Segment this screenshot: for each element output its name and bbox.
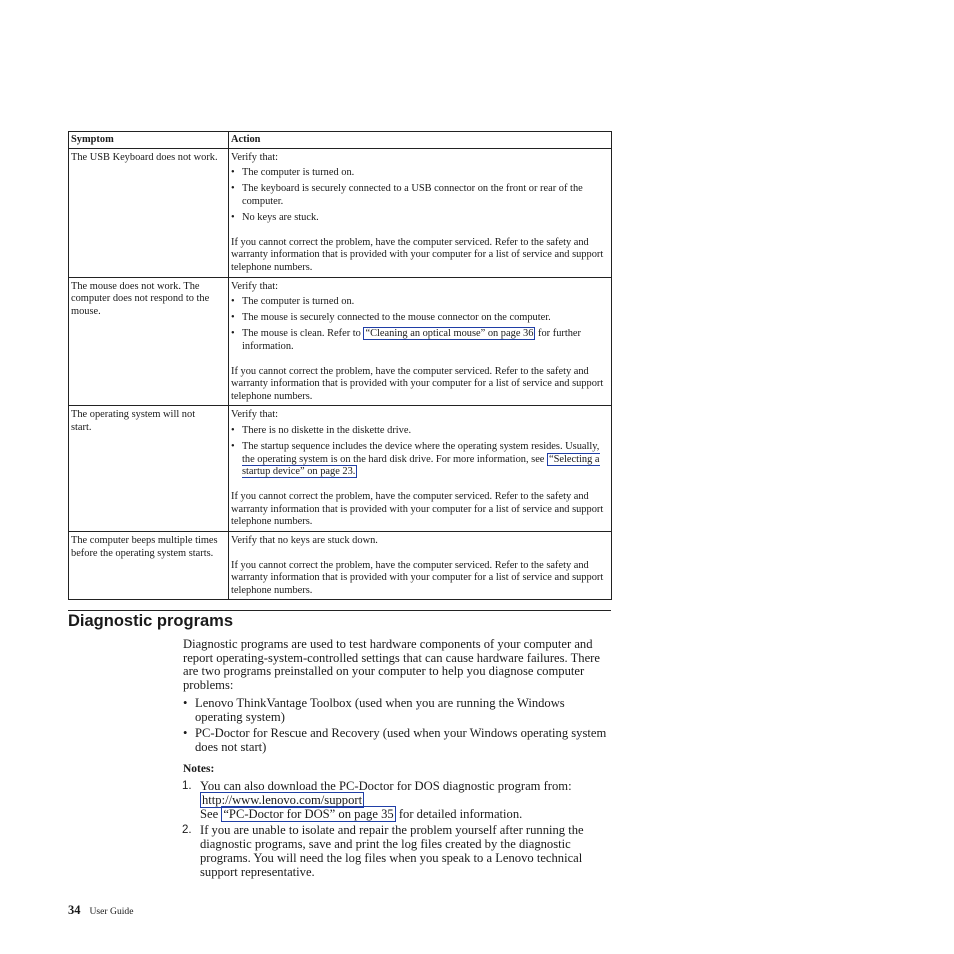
check-item: • The mouse is clean. Refer to “Cleaning an optical mouse” on page 36 for further information. <box>231 328 609 353</box>
check-item: • The mouse is securely connected to the mouse connector on the computer. <box>231 312 609 325</box>
table-row <box>69 148 612 277</box>
action-column-header: Action <box>229 132 612 149</box>
check-list <box>231 425 609 479</box>
verify-text: Verify that: <box>231 280 279 292</box>
page-footer <box>68 901 133 919</box>
service-text: If you cannot correct the problem, have the computer serviced. Refer to the safety and warranty information that is provided with your computer for a list of service and support telephone numbers. <box>231 559 604 596</box>
symptom-column-header: Symptom <box>69 132 229 149</box>
note-number: 1. <box>182 780 192 793</box>
verify-text: Verify that: <box>231 151 279 163</box>
cleaning-mouse-link[interactable]: “Cleaning an optical mouse” on page 36 <box>365 328 534 340</box>
service-text: If you cannot correct the problem, have the computer serviced. Refer to the safety and warranty information that is provided with your computer for a list of service and support telephone numbers. <box>231 236 604 273</box>
check-item: • The startup sequence includes the device where the operating system resides. Usually, the operating system is on the hard disk drive. For more information, see “Selecting a startup device” on page 23. <box>231 441 609 479</box>
check-item: • There is no diskette in the diskette drive. <box>231 425 609 438</box>
page-number: 34 <box>68 903 81 917</box>
verify-text: Verify that: <box>231 409 279 421</box>
note-text: You can also download the PC-Doctor for DOS diagnostic program from: <box>200 779 572 794</box>
verify-text: Verify that no keys are stuck down. <box>231 534 378 546</box>
action-cell <box>229 406 612 532</box>
table-row <box>69 531 612 599</box>
action-cell <box>229 277 612 406</box>
program-list <box>183 697 611 755</box>
note-number: 2. <box>182 824 192 837</box>
table-row <box>69 406 612 532</box>
table-row <box>69 277 612 406</box>
note-text: If you are unable to isolate and repair the problem yourself after running the diagnostic programs, save and print the log files created by the diagnostic programs. You will need the log files when you speak to a Lenovo technical support representative. <box>200 823 584 879</box>
check-item: • The computer is turned on. <box>231 167 609 180</box>
table-header-row <box>69 132 612 149</box>
check-list <box>231 296 609 353</box>
notes-heading: Notes: <box>183 762 215 775</box>
check-list <box>231 167 609 224</box>
startup-device-link[interactable]: “Selecting a startup device” on page 23. <box>242 453 600 478</box>
symptom-cell: The mouse does not work. The computer does not respond to the mouse. <box>69 277 229 406</box>
pc-doctor-dos-link[interactable]: “PC-Doctor for DOS” on page 35 <box>223 806 394 821</box>
section-body <box>183 638 611 882</box>
troubleshooting-table <box>68 131 612 600</box>
service-text: If you cannot correct the problem, have the computer serviced. Refer to the safety and warranty information that is provided with your computer for a list of service and support telephone numbers. <box>231 365 604 402</box>
symptom-cell: The computer beeps multiple times before the operating system starts. <box>69 531 229 599</box>
check-item: • No keys are stuck. <box>231 212 609 225</box>
notes-list <box>183 780 611 879</box>
list-item: • Lenovo ThinkVantage Toolbox (used when you are running the Windows operating system) <box>183 697 611 724</box>
list-item: • PC-Doctor for Rescue and Recovery (used when your Windows operating system does not start) <box>183 727 611 754</box>
section-title: Diagnostic programs <box>68 612 234 630</box>
symptom-cell: The operating system will not start. <box>69 406 229 532</box>
lenovo-support-link[interactable]: http://www.lenovo.com/support <box>202 793 363 808</box>
service-text: If you cannot correct the problem, have the computer serviced. Refer to the safety and warranty information that is provided with your computer for a list of service and support telephone numbers. <box>231 491 604 528</box>
check-item: • The keyboard is securely connected to a USB connector on the front or rear of the computer. <box>231 183 609 208</box>
symptom-cell: The USB Keyboard does not work. <box>69 148 229 277</box>
action-cell <box>229 148 612 277</box>
note-item <box>183 824 611 879</box>
note-item: 1. You can also download the PC-Doctor for DOS diagnostic program from: http://www.lenovo.com/support See “PC-Doctor for DOS” on page 35 for detailed information. <box>182 779 572 821</box>
check-item: • The computer is turned on. <box>231 296 609 309</box>
document-title: User Guide <box>89 906 134 917</box>
intro-paragraph: Diagnostic programs are used to test hardware components of your computer and report operating-system-controlled settings that can cause hardware failures. There are two programs preinstalled on your computer to help you diagnose computer problems: <box>183 637 600 693</box>
action-cell <box>229 531 612 599</box>
